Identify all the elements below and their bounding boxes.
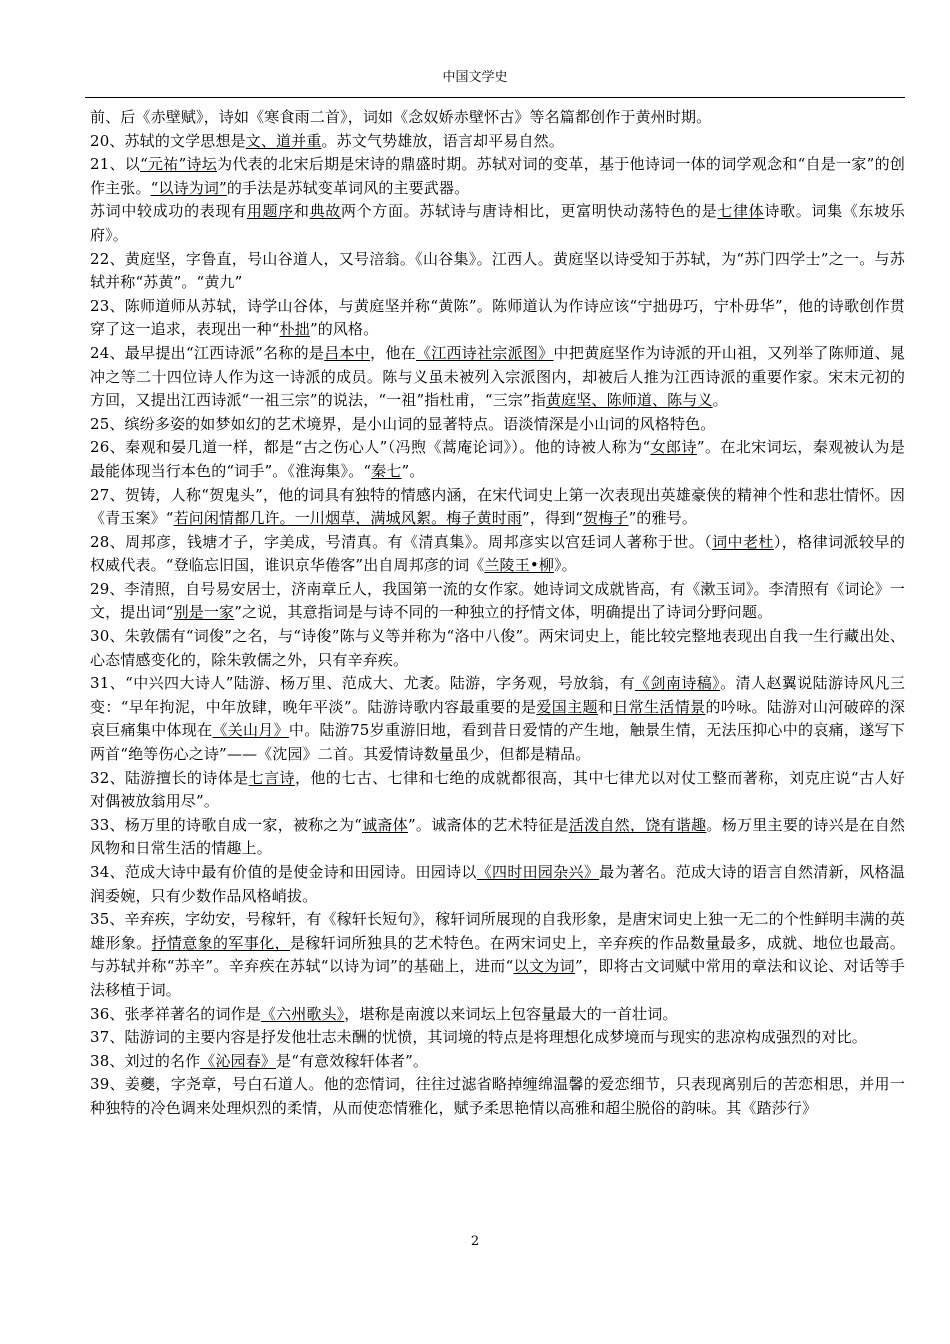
text-run: 28、周邦彦，钱塘才子，字美成，号清真。有《清真集》。周邦彦实以宫廷词人著称于世。（ — [90, 532, 713, 551]
underlined-term: 《六州歌头》 — [260, 1004, 345, 1023]
text-run: 39、姜夔，字尧章，号白石道人。他的恋情词，往往过滤省略掉缠绵温馨的爱恋细节，只表现离别后的苦恋相思，并用一种独特的冷色调来处理炽烈的柔情，从而使恋情雅化，赋予柔思艳情以高雅和超尘脱俗的韵味。其《踏莎行》 — [90, 1075, 905, 1117]
text-run: ”。在北宋词坛，秦观被认为是最能体现当行本色的“词手”。《淮海集》。“ — [90, 438, 905, 480]
text-run: 33、杨万里的诗歌自成一家，被称之为“ — [90, 815, 362, 834]
text-run: 24、最早提出“江西诗派”名称的是 — [90, 343, 325, 362]
text-run: 的手法是苏轼变革词风的主要武器。 — [226, 178, 470, 197]
underlined-term: 女郎诗 — [650, 438, 697, 457]
paragraph — [90, 908, 905, 1002]
underlined-term: 朴拙 — [279, 320, 310, 339]
text-run: ”。 — [401, 461, 425, 480]
underlined-term: 抒情意象的军事化， — [151, 933, 290, 952]
underlined-term: 爱国主题 — [536, 697, 598, 716]
paragraph — [90, 531, 905, 578]
text-run: 诗歌。词集《东坡乐府》。 — [90, 202, 905, 244]
underlined-term: 典故 — [309, 202, 341, 221]
underlined-term: 《剑南诗稿》 — [635, 674, 721, 693]
underlined-term: “元祐”诗坛 — [140, 155, 218, 174]
underlined-term: 秦七 — [371, 461, 402, 480]
text-run: ，他的七古、七律和七绝的成就都很高，其中七律尤以对仗工整而著称，刘克庄说“古人好对偶被放翁用尽”。 — [90, 768, 905, 811]
underlined-term: 词中老杜 — [712, 532, 774, 551]
text-run: ”的风格。 — [309, 320, 379, 339]
text-run: 中。陆游75岁重游旧地，看到昔日爱情的产生地，触景生情，无法压抑心中的哀痛，遂写下两首“绝等伤心之诗”——《沈园》二首。其爱情诗数量虽少，但都是精品。 — [90, 721, 905, 764]
text-run: 。 — [712, 391, 728, 410]
text-run: 36、张孝祥著名的词作是 — [90, 1004, 261, 1023]
paragraph — [90, 106, 905, 130]
text-run: ），格律词派较早的权威代表。“登临忘旧国，谁识京华倦客”出自周邦彦的词《 — [90, 532, 905, 575]
paragraph — [90, 861, 905, 908]
underlined-term: 吕本中 — [324, 343, 371, 362]
text-run: 是稼轩词所独具的艺术特色。在两宋词史上，辛弃疾的作品数量最多，成就、地位也最高。与苏轼并称“苏辛”。辛弃疾在苏轼“以诗为词”的基础上，进而“ — [90, 933, 905, 976]
text-run: 32、陆游擅长的诗体是 — [90, 768, 249, 787]
underlined-term: 《四时田园杂兴》 — [476, 863, 600, 881]
paragraph — [90, 342, 905, 413]
text-run: 34、范成大诗中最有价值的是使金诗和田园诗。田园诗以 — [90, 863, 477, 881]
text-run: 26、秦观和晏几道一样，都是“古之伤心人”（冯煦《蒿庵论词》）。他的诗被人称为“ — [90, 438, 651, 457]
underlined-term: 七言诗 — [248, 768, 295, 787]
text-run: 》。 — [554, 556, 577, 575]
text-run: 中把黄庭坚作为诗派的开山祖，又列举了陈师道、晁冲之等二十四位诗人作为这一诗派的成员。陈与义虽未被列入宗派图内，却被后人推为江西诗派的重要作家。宋末元初的方回，又提出江西诗派“一祖三宗”的说法，“一祖”指杜甫，“三宗”指 — [90, 343, 906, 410]
paragraph — [90, 1003, 905, 1027]
text-run: 两个方面。苏轼诗与唐诗相比，更富明快动荡特色的是 — [340, 202, 718, 221]
text-run: 35、辛弃疾，字幼安，号稼轩，有《稼轩长短句》，稼轩词所展现的自我形象，是唐宋词史上独一无二的个性鲜明丰满的英雄形象。 — [90, 910, 905, 952]
text-run: 和 — [293, 202, 310, 221]
underlined-term: 活泼自然，饶有谐趣 — [568, 815, 707, 834]
paragraph — [90, 153, 905, 200]
paragraph — [90, 1050, 905, 1074]
text-run: 30、朱敦儒有“词俊”之名，与“诗俊”陈与义等并称为“洛中八俊”。两宋词史上，能比较完整地表现出自我一生行藏出处、心态情感变化的，除朱敦儒之外，只有辛弃疾。 — [90, 627, 905, 669]
text-run: 38、刘过的名作 — [90, 1051, 201, 1070]
text-run: 。苏文气势雄放，语言却平易自然。 — [321, 131, 564, 150]
underlined-term: 若问闲情都几许。一川烟草，满城风絮。梅子黄时雨 — [173, 509, 523, 528]
text-run: 是“有意效稼轩体者”。 — [276, 1051, 429, 1070]
text-run: ”，即将古文词赋中常用的章法和议论、对话等手法移植于词。 — [90, 957, 905, 999]
text-run: ，他在 — [370, 343, 416, 362]
paragraph — [90, 484, 905, 531]
text-run: 31、“中兴四大诗人”陆游、杨万里、范成大、尤袤。陆游，字务观，号放翁，有 — [90, 674, 636, 693]
paragraph — [90, 672, 905, 766]
header-divider — [85, 97, 905, 98]
text-run: 。清人赵翼说陆游诗风凡三变：“早年拘泥，中年放肆，晚年平淡”。陆游诗歌内容最重要的是 — [90, 674, 905, 716]
underlined-term: 黄庭坚、陈师道、陈与义 — [545, 391, 713, 410]
underlined-term: “以诗为词” — [150, 178, 227, 197]
underlined-term: 七律体 — [717, 202, 765, 221]
underlined-term: 用题序 — [246, 202, 294, 221]
underlined-term: 别是一家 — [173, 603, 235, 622]
text-run: 25、缤纷多姿的如梦如幻的艺术境界，是小山词的显著特点。语淡情深是小山词的风格特色。 — [90, 414, 716, 433]
text-run: 的吟咏。陆游对山河破碎的深哀巨痛集中体现在 — [90, 697, 906, 740]
text-run: ”的雅号。 — [628, 509, 697, 528]
text-run: ”。诚斋体的艺术特征是 — [407, 815, 569, 834]
paragraph — [90, 295, 905, 342]
underlined-term: 文、道并重 — [245, 131, 322, 150]
paragraph — [90, 413, 905, 437]
text-run: 为代表的北宋后期是宋诗的鼎盛时期。苏轼对词的变革，基于他诗词一体的词学观念和“自是一家”的创作主张。 — [90, 155, 905, 197]
text-run: ”之说，其意指词是与诗不同的一种独立的抒情文体，明确提出了诗词分野问题。 — [234, 603, 773, 622]
page-number: 2 — [470, 1234, 480, 1249]
paragraph — [90, 767, 905, 814]
underlined-term: 贺梅子 — [583, 509, 629, 528]
paragraph — [90, 578, 905, 625]
paragraph — [90, 130, 905, 154]
text-run: 20、苏轼的文学思想是 — [90, 131, 246, 150]
text-run: 23、陈师道师从苏轼，诗学山谷体，与黄庭坚并称“黄陈”。陈师道认为作诗应该“宁拙毋巧，宁朴毋华”，他的诗歌创作贯穿了这一追求，表现出一种“ — [90, 296, 905, 339]
text-run: 22、黄庭坚，字鲁直，号山谷道人，又号涪翁。《山谷集》。江西人。黄庭坚以诗受知于苏轼，为“苏门四学士”之一。与苏轼并称“苏黄”。“黄九” — [90, 249, 905, 292]
paragraph — [90, 1073, 905, 1120]
underlined-term: 《江西诗社宗派图》 — [415, 343, 554, 362]
text-run: 和 — [597, 697, 614, 716]
text-run: 21、以 — [90, 155, 141, 174]
text-run: 27、贺铸，人称“贺鬼头”，他的词具有独特的情感内涵，在宋代词史上第一次表现出英雄豪侠的精神个性和悲壮情怀。因《青玉案》“ — [90, 485, 905, 528]
text-run: 29、李清照，自号易安居士，济南章丘人，我国第一流的女作家。她诗词文成就皆高，有《漱玉词》。李清照有《词论》一文，提出词“ — [90, 579, 905, 622]
page-header-title: 中国文学史 — [442, 70, 508, 85]
text-run: 苏词中较成功的表现有 — [90, 202, 247, 221]
underlined-term: 《关山月》 — [212, 721, 289, 740]
text-run: ，堪称是南渡以来词坛上包容量最大的一首壮词。 — [344, 1004, 678, 1023]
text-run: 37、陆游词的主要内容是抒发他壮志未酬的忧愤，其词境的特点是将理想化成梦境而与现实的悲凉构成强烈的对比。 — [90, 1028, 867, 1047]
underlined-term: 兰陵王•柳 — [484, 556, 554, 575]
text-run: 最为著名。范成大诗的语言自然清新，风格温润委婉，只有少数作品风格峭拔。 — [90, 863, 905, 905]
text-run: 。杨万里主要的诗兴是在自然风物和日常生活的情趣上。 — [90, 815, 906, 858]
document-body — [90, 106, 905, 1121]
underlined-term: 日常生活情景 — [613, 697, 706, 716]
text-run: 前、后《赤壁赋》，诗如《寒食雨二首》，词如《念奴娇赤壁怀古》等名篇都创作于黄州时期。 — [90, 108, 712, 126]
paragraph — [90, 625, 905, 672]
paragraph — [90, 248, 905, 295]
underlined-term: 《沁园春》 — [200, 1051, 277, 1070]
text-run: ”，得到“ — [522, 509, 584, 528]
paragraph — [90, 436, 905, 483]
paragraph — [90, 814, 905, 861]
underlined-term: 以文为词 — [513, 957, 575, 976]
paragraph — [90, 1026, 905, 1050]
underlined-term: 诚斋体 — [361, 815, 408, 834]
paragraph — [90, 200, 905, 247]
